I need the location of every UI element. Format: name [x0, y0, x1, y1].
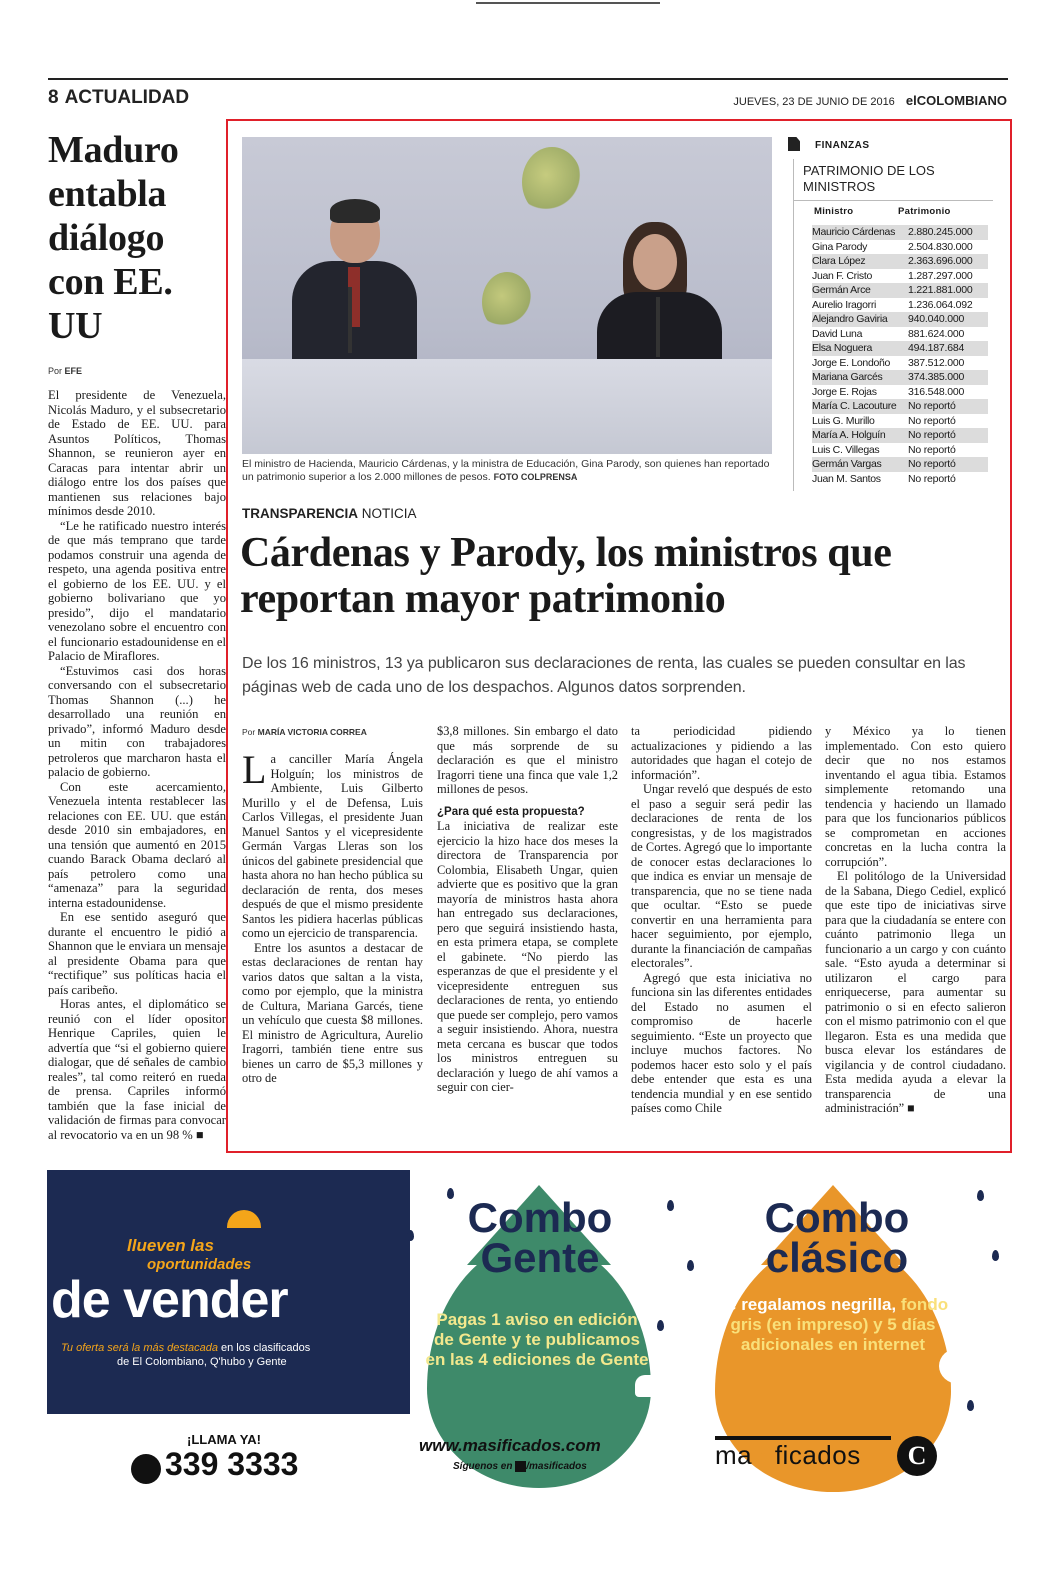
social-follow[interactable] [453, 1461, 587, 1472]
patrimony-value: 2.880.245.000 [908, 225, 988, 240]
raindrop-icon [667, 1200, 674, 1211]
section-name: ACTUALIDAD [64, 87, 190, 108]
paragraph: Entre los asuntos a destacar de estas declaraciones de rentan hay varios datos que saltan a la vista, como por ejemplo, que la ministra de Cultura, Mariana Garcés, tiene un vehículo que cuesta $8 millones. El ministro de Agricultura, Aurelio Iragorri, también tiene entre sus bienes un carro de $5,3 millones y otro de [242, 940, 423, 1085]
page-section [48, 87, 189, 109]
table-row [812, 385, 992, 400]
patrimony-value: 2.504.830.000 [908, 240, 973, 253]
left-story-byline [48, 366, 226, 376]
left-paragraph: “Estuvimos casi dos horas conversando con el subsecretario Thomas Shannon (...) he desarrollado una reunión en privado”, informó Maduro desde un mitin con trabajadores petroleros que marcharon hasta el palacio de gobierno. [48, 663, 226, 779]
masthead-right [733, 93, 1007, 108]
raindrop-icon [687, 1260, 694, 1271]
minister-name: Luis C. Villegas [812, 443, 880, 456]
minister-name: Germán Arce [812, 283, 908, 298]
minister-name: Gina Parody [812, 240, 868, 253]
ad-subline-highlight: Tu oferta será la más destacada [61, 1342, 218, 1354]
photo-caption [242, 458, 772, 484]
social-handle: /masificados [526, 1461, 587, 1473]
minister-name: Jorge E. Rojas [812, 385, 877, 398]
table-row [812, 298, 992, 313]
combo-title-word: Gente [480, 1234, 600, 1281]
minister-name: Jorge E. Londoño [812, 356, 891, 369]
patrimony-value: No reportó [908, 472, 956, 485]
minister-name: Aurelio Iragorri [812, 298, 877, 311]
left-paragraph: El presidente de Venezuela, Nicolás Maduro, y el subsecretario de Estado de EE. UU. para Asuntos Políticos, Thomas Shannon, se reunieron ayer en Caracas para intentar abrir un diálogo entre los dos países que mantienen sus relaciones bajo mínimos desde 2010. [48, 388, 226, 518]
news-photo [242, 137, 772, 454]
table-row [812, 254, 992, 269]
el-colombiano-logo: C [897, 1436, 937, 1476]
logo-part: si [752, 1440, 775, 1470]
ad-tagline: oportunidades [147, 1256, 252, 1273]
raindrop-icon [407, 1230, 414, 1241]
left-paragraph: “Le he ratificado nuestro interés de que más temprano que tarde podamos construir una agenda de respeto, una agenda positiva entre el gobierno de los EE. UU. y el gobierno bolivariano que yo presido”, dijo el mandatario venezolano sobre el encuentro con el funcionario estadounidense en el Palacio de Miraflores. [48, 518, 226, 663]
minister-name: David Luna [812, 327, 863, 340]
patrimony-value: 1.236.064.092 [908, 298, 973, 311]
story-kicker [242, 506, 417, 521]
table-row [812, 283, 992, 298]
table-row [812, 443, 992, 458]
minister-name: Elsa Noguera [812, 341, 908, 356]
combo-clasico-title [697, 1194, 977, 1281]
byline-prefix: Por [48, 366, 63, 376]
minister-name: María A. Holguín [812, 428, 908, 443]
patrimony-value: 1.221.881.000 [908, 283, 988, 298]
combo-text-white: Te regalamos negrilla, [717, 1295, 897, 1314]
header-rule [48, 78, 1008, 80]
paragraph: Ungar reveló que después de esto el paso a seguir será pedir las declaraciones de renta de los congresistas, y de los magistrados de Cortes. Agregó que lo importante de conocer estas declaraciones lo que indica es enviar un mensaje de transparencia, que no se tiene nada que ocultar. “Esto se puede convertir en una herramienta para hacer seguimiento, por ejemplo, durante la financiación de campañas electorales”. [631, 782, 812, 970]
follow-label: Síguenos en [453, 1461, 513, 1473]
patrimony-value: No reportó [908, 399, 988, 414]
drop-cap: L [242, 747, 267, 792]
patrimony-value: 316.548.000 [908, 385, 965, 398]
patrimony-value: 881.624.000 [908, 327, 965, 340]
paragraph [242, 747, 423, 941]
patrimony-value: No reportó [908, 428, 988, 443]
phone-number[interactable]: 339 3333 [165, 1446, 299, 1482]
face [633, 234, 677, 290]
paragraph: $3,8 millones. Sin embargo el dato que más sorprende de su declaración es que el ministro Iragorri tiene una finca que vale 1,2 millones de pesos. [437, 724, 618, 796]
table-row [812, 370, 992, 385]
patrimony-value: 2.363.696.000 [908, 254, 988, 269]
table-row [812, 341, 992, 356]
table-row [812, 225, 992, 240]
combo-title-word: Combo [467, 1194, 613, 1241]
kicker-rest: NOTICIA [361, 506, 417, 521]
sidebar-rule [793, 200, 993, 201]
logo-part: ma [715, 1440, 753, 1470]
table-row [812, 240, 992, 255]
ad-subline: de El Colombiano, Q'hubo y Gente [117, 1356, 287, 1368]
microphone-icon [656, 297, 660, 357]
byline-source: EFE [64, 366, 83, 376]
story-column-2 [437, 724, 618, 1095]
byline-prefix: Por [242, 727, 256, 737]
patrimony-table [812, 225, 992, 486]
sidebar-kicker: FINANZAS [815, 140, 870, 151]
umbrella-icon [227, 1210, 261, 1228]
photo-credit: FOTO COLPRENSA [493, 472, 578, 482]
car-icon [635, 1375, 689, 1397]
table-row [812, 457, 992, 472]
combo-text-yellow: fondo gris (en impreso) y 5 días adicionales en internet [730, 1295, 949, 1354]
story-column-1 [242, 747, 423, 1086]
ad-subline [61, 1342, 310, 1354]
brand-prefix: el [905, 93, 917, 108]
ad-subline-rest: en los clasificados [221, 1342, 311, 1354]
backdrop-logo [482, 272, 532, 332]
table-row [812, 312, 992, 327]
patrimony-value: No reportó [908, 457, 988, 472]
story-column-4 [825, 724, 1006, 1116]
raindrop-icon [977, 1190, 984, 1201]
microphone-icon [348, 287, 352, 353]
caption-text: El ministro de Hacienda, Mauricio Cárdenas, y la ministra de Educación, Gina Parody, son quienes han reportado un patrimonio superior a los 2.000 millones de pesos. [242, 458, 770, 483]
table-row [812, 428, 992, 443]
call-now-label: ¡LLAMA YA! [187, 1432, 261, 1447]
table-row [812, 269, 992, 284]
combo-gente-text: Pagas 1 aviso en edición de Gente y te publicamos en las 4 ediciones de Gente [425, 1310, 649, 1369]
patrimony-value: 940.040.000 [908, 312, 988, 327]
brand-name: COLOMBIANO [916, 93, 1007, 108]
backdrop-logo [522, 147, 582, 217]
left-paragraph: Con este acercamiento, Venezuela intenta restablecer las relaciones con EE. UU. que están desde 2010 sin embajadores, en una tensión que aumentó en 2015 cuando Barack Obama declaró al país petrolero como una “amenaza” para la seguridad interna estadounidense. [48, 779, 226, 910]
table-row [812, 356, 992, 371]
minister-name: Germán Vargas [812, 457, 908, 472]
story-deck: De los 16 ministros, 13 ya publicaron sus declaraciones de renta, las cuales se pueden consultar en las páginas web de cada uno de los despachos. Algunos datos sorprenden. [242, 655, 966, 696]
minister-name: Alejandro Gaviria [812, 312, 908, 327]
subhead: ¿Para qué esta propuesta? [437, 805, 585, 818]
logo-part: ficados [774, 1440, 861, 1470]
masificados-logo [715, 1440, 861, 1471]
issue-date: JUEVES, 23 DE JUNIO DE 2016 [733, 96, 895, 108]
raindrop-icon [967, 1400, 974, 1411]
raindrop-icon [657, 1320, 664, 1331]
minister-name: Juan F. Cristo [812, 269, 872, 282]
house-icon [939, 1348, 979, 1384]
minister-name: Clara López [812, 254, 908, 269]
paragraph: ta periodicidad pidiendo actualizaciones y pidiendo a las autoridades que hagan el cotejo de información”. [631, 724, 812, 782]
ad-website-link[interactable]: www.masificados.com [419, 1436, 601, 1455]
minister-name: Juan M. Santos [812, 472, 881, 485]
minister-name: Luis G. Murillo [812, 414, 875, 427]
facebook-icon [515, 1461, 526, 1472]
paragraph-text: a canciller María Ángela Holguín; los ministros de Ambiente, Luis Gilberto Murillo y el de Defensa, Luis Carlos Villegas, el presidente Juan Manuel Santos y el vicepresidente Germán Vargas Lleras son los únicos del gabinete presidencial que hasta ahora no han hecho pública su declaración de renta, dos meses después de que el mismo presidente Santos les pidiera hacerlas públicas como un ejercicio de transparencia. [242, 752, 423, 940]
patrimony-value: No reportó [908, 414, 956, 427]
ad-panel-vender [47, 1170, 410, 1414]
minister-name: Mariana Garcés [812, 370, 908, 385]
left-paragraph: En ese sentido aseguró que durante el encuentro le pidió a Shannon que le enviara un mensaje al presidente Obama para que “rectifique” sus políticas hacia el país caribeño. [48, 910, 227, 997]
left-story [48, 128, 226, 1142]
minister-name: María C. Lacouture [812, 399, 908, 414]
ad-headline: de vender [51, 1271, 288, 1329]
ad-tagline: llueven las [127, 1236, 214, 1255]
top-edge-line [476, 2, 660, 4]
table-cloth [242, 359, 772, 454]
combo-clasico-text [715, 1295, 951, 1355]
page-number: 8 [48, 87, 59, 108]
patrimony-value: 1.287.297.000 [908, 269, 973, 282]
minister-name: Mauricio Cárdenas [812, 225, 908, 240]
patrimony-value: 494.187.684 [908, 341, 988, 356]
left-paragraph: Horas antes, el diplomático se reunió con el líder opositor Henrique Capriles, quien le advertía que “si el gobierno quiere dialogar, que dé señales de cambio reales”, tal como reiteró en rueda de prensa. Capriles informó también que la fase inicial de validación de firmas para convocar al revocatorio va en un 98 % ■ [48, 997, 226, 1142]
byline-author: MARÍA VICTORIA CORREA [257, 727, 367, 737]
paragraph: Agregó que esta iniciativa no funciona sin las diferentes entidades del Estado no asumen el compromiso de hacerle seguimiento. “Este un proyecto que incluye muchos factores. No podemos hacer esto solo y el país debe entender que esta es una tendencia mundial y en ese sentido países como Chile [631, 970, 812, 1115]
combo-title-word: clásico [765, 1234, 909, 1281]
table-row [812, 472, 992, 487]
hair [330, 199, 380, 223]
raindrop-icon [992, 1250, 999, 1261]
combo-title-word: Combo [764, 1194, 910, 1241]
classifieds-ad[interactable] [47, 1170, 1008, 1485]
person-figure [292, 197, 412, 367]
left-story-title: Maduro entabla diálogo con EE. UU [48, 129, 179, 347]
story-byline [242, 727, 367, 737]
combo-gente-title [415, 1194, 665, 1281]
headline: Cárdenas y Parody, los ministros que reportan mayor patrimonio [240, 530, 892, 622]
brand-logo [906, 93, 1007, 108]
table-row [812, 327, 992, 342]
phone-icon [131, 1454, 161, 1484]
left-story-body [48, 388, 226, 1142]
kicker-bold: TRANSPARENCIA [242, 506, 359, 521]
patrimony-value: 387.512.000 [908, 356, 965, 369]
patrimony-value: No reportó [908, 443, 956, 456]
story-column-3 [631, 724, 812, 1116]
table-row [812, 414, 992, 429]
sidebar-rule [793, 159, 794, 491]
patrimony-value: 374.385.000 [908, 370, 988, 385]
paragraph: y México ya lo tienen implementado. Con esto quiero decir que no nos estamos inventando el agua tibia. Estamos simplemente retomando una tendencia y haciendo un llamado para que los funcionarios públicos se comprometan en acciones concretas en la lucha contra la corrupción”. [825, 724, 1006, 869]
paragraph: El politólogo de la Universidad de la Sabana, Diego Cediel, explicó que este tipo de iniciativas sirve para que la ciudadanía se entere con cuánto patrimonio llega un funcionario a un cargo y con cuánto sale. “Esto ayuda a determinar si utilizaron el cargo para enriquecerse, para aumentar su patrimonio o si en efecto salieron con el mismo patrimonio con el que llegaron. Esta es una medida que busca elevar los estándares de vigilancia y de control ciudadano. Esta medida ayuda a elevar la transparencia de una administración” ■ [825, 869, 1006, 1115]
table-row [812, 399, 992, 414]
paragraph: La iniciativa de realizar este ejercicio la hizo hace dos meses la directora de Transparencia por Colombia, Elisabeth Ungar, quien advierte que es positivo que la gran mayoría de ministros hasta ahora han entregado sus declaraciones, pero que seguirá insistiendo hasta, en esta primera etapa, se complete el gabinete. “No pierdo las esperanzas de que el presidente y el vicepresidente entreguen sus declaraciones de renta, yo entiendo que puede ser complejo, pero vamos a seguir insistiendo. Ahora, nuestra meta cercana es buscar que todos los ministros entreguen su declaración y luego de ahí vamos a seguir con cier- [437, 819, 618, 1094]
column-header-patrimony: Patrimonio [898, 206, 951, 217]
column-header-minister: Ministro [814, 206, 854, 217]
sidebar-title: PATRIMONIO DE LOS MINISTROS [803, 163, 935, 194]
